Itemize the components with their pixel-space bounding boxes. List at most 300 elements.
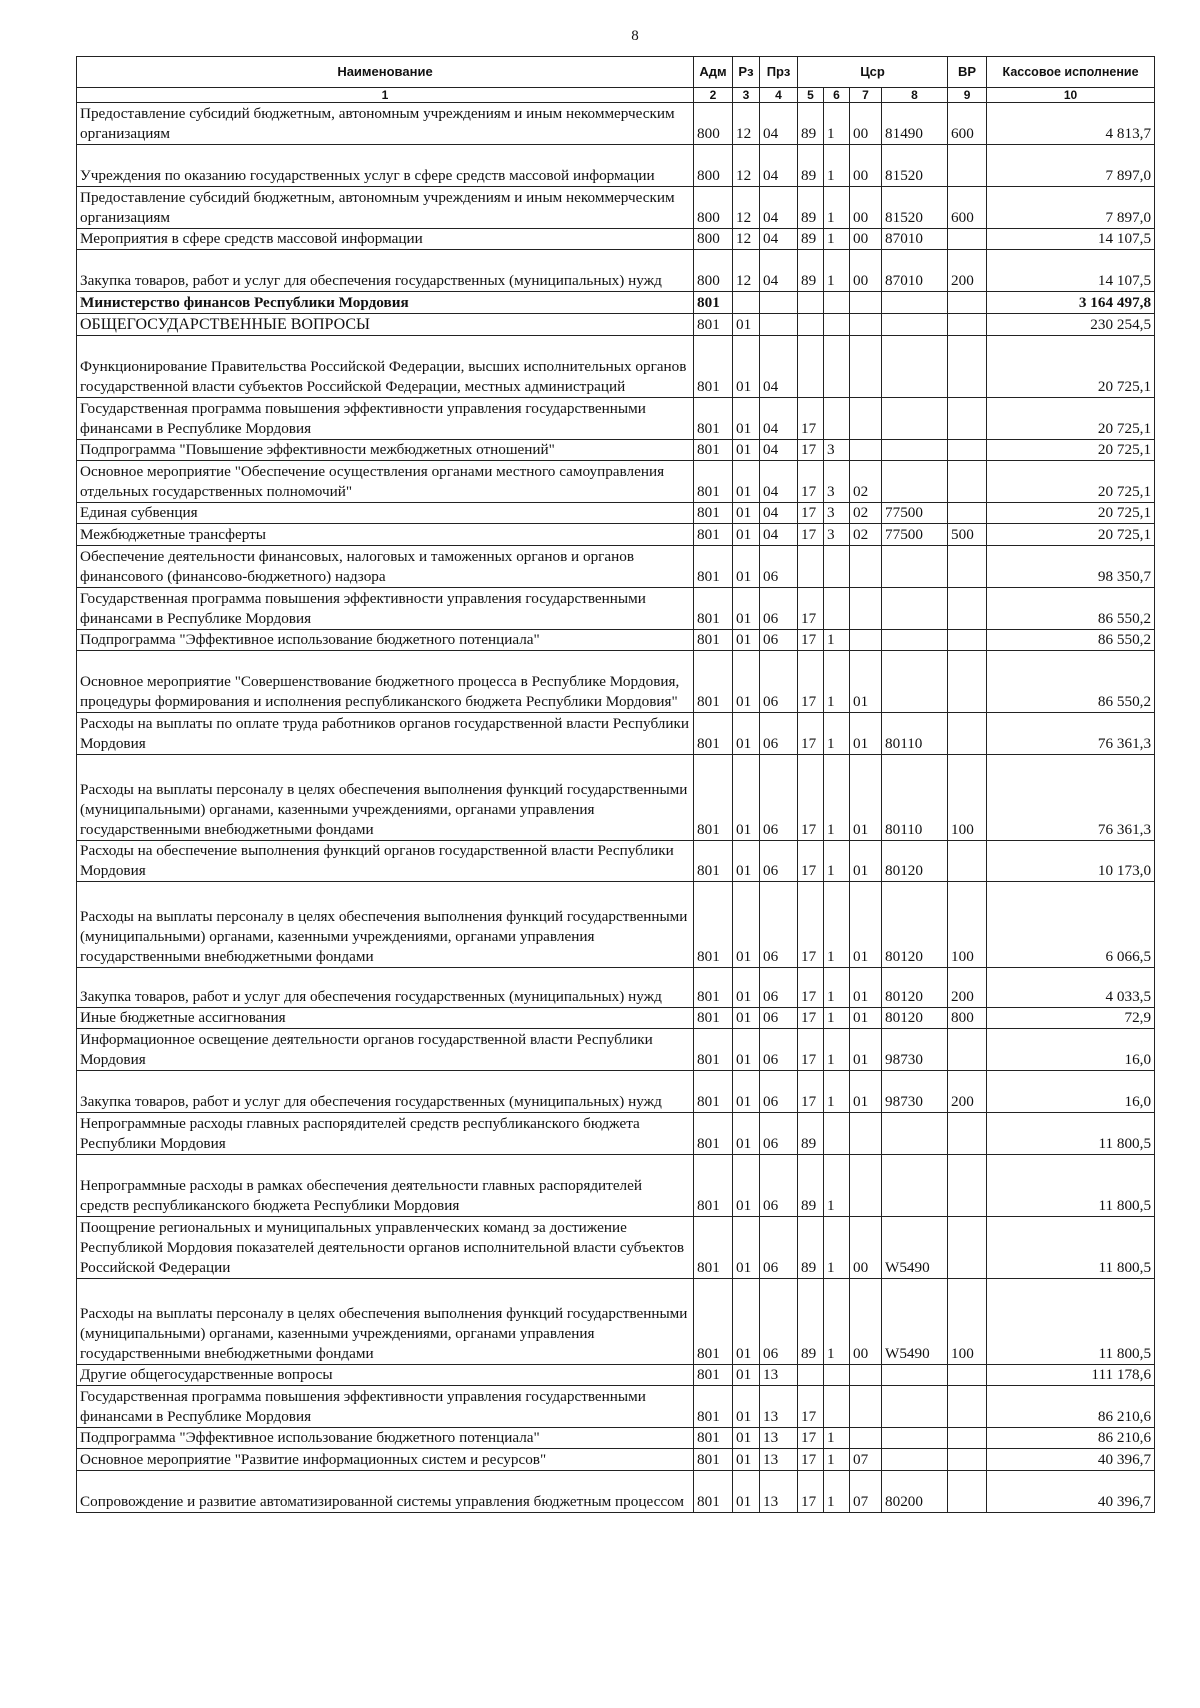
row-code-prz: 06: [760, 1113, 798, 1155]
row-code-c5: [798, 292, 824, 314]
row-code-rz: 01: [733, 968, 760, 1008]
row-amount: 11 800,5: [987, 1155, 1155, 1217]
row-code-prz: 04: [760, 145, 798, 187]
row-code-adm: 800: [694, 145, 733, 187]
row-code-c8: W5490: [882, 1279, 948, 1365]
row-code-c8: [882, 1428, 948, 1449]
row-code-adm: 801: [694, 1217, 733, 1279]
row-name: Иные бюджетные ассигнования: [77, 1008, 694, 1029]
row-code-c6: 1: [824, 1428, 850, 1449]
row-code-rz: 01: [733, 314, 760, 336]
row-amount: 11 800,5: [987, 1217, 1155, 1279]
row-code-prz: 06: [760, 713, 798, 755]
table-row: [77, 755, 1155, 841]
row-code-c8: [882, 1386, 948, 1428]
row-code-vr: [948, 1155, 987, 1217]
row-code-vr: [948, 1386, 987, 1428]
row-code-adm: 800: [694, 103, 733, 145]
row-code-c5: 89: [798, 1113, 824, 1155]
row-code-c7: 02: [850, 524, 882, 546]
column-number: 8: [882, 88, 948, 103]
row-code-c6: 1: [824, 1155, 850, 1217]
row-code-c6: 1: [824, 145, 850, 187]
row-code-adm: 801: [694, 1428, 733, 1449]
row-code-vr: [948, 314, 987, 336]
row-code-c8: [882, 630, 948, 651]
table-row: [77, 713, 1155, 755]
row-code-c7: 00: [850, 187, 882, 229]
row-code-c6: [824, 336, 850, 398]
row-code-vr: 800: [948, 1008, 987, 1029]
row-amount: 6 066,5: [987, 882, 1155, 968]
row-name: Функционирование Правительства Российской Федерации, высших исполнительных органов государственной власти субъектов Российской Федерации, местных администраций: [77, 336, 694, 398]
row-code-adm: 801: [694, 524, 733, 546]
row-code-prz: 06: [760, 546, 798, 588]
row-code-vr: [948, 1217, 987, 1279]
row-code-c6: [824, 292, 850, 314]
row-code-adm: 801: [694, 1029, 733, 1071]
row-code-rz: 01: [733, 336, 760, 398]
row-code-c7: [850, 440, 882, 461]
row-code-c8: 98730: [882, 1029, 948, 1071]
row-code-c6: [824, 398, 850, 440]
table-row: [77, 292, 1155, 314]
row-code-c5: 17: [798, 1386, 824, 1428]
row-code-prz: 13: [760, 1386, 798, 1428]
row-code-rz: [733, 292, 760, 314]
row-code-rz: 01: [733, 461, 760, 503]
row-code-c5: 17: [798, 461, 824, 503]
row-code-c6: 1: [824, 630, 850, 651]
row-code-rz: 01: [733, 1217, 760, 1279]
row-code-c6: 1: [824, 229, 850, 250]
table-row: [77, 398, 1155, 440]
row-code-prz: 04: [760, 103, 798, 145]
row-amount: 16,0: [987, 1071, 1155, 1113]
row-code-c5: 17: [798, 1449, 824, 1471]
row-code-c7: [850, 1386, 882, 1428]
row-name: Учреждения по оказанию государственных услуг в сфере средств массовой информации: [77, 145, 694, 187]
row-code-c8: 81490: [882, 103, 948, 145]
row-code-c8: [882, 292, 948, 314]
row-code-rz: 01: [733, 1008, 760, 1029]
row-code-c7: 01: [850, 1071, 882, 1113]
column-number: 1: [77, 88, 694, 103]
row-code-c5: [798, 546, 824, 588]
row-amount: 72,9: [987, 1008, 1155, 1029]
row-code-prz: 06: [760, 841, 798, 882]
row-code-prz: 13: [760, 1428, 798, 1449]
row-code-c5: 17: [798, 440, 824, 461]
row-amount: 20 725,1: [987, 461, 1155, 503]
row-code-c6: [824, 546, 850, 588]
row-code-vr: [948, 1029, 987, 1071]
column-number: 5: [798, 88, 824, 103]
row-code-c6: 3: [824, 440, 850, 461]
row-code-c8: [882, 440, 948, 461]
table-row: [77, 651, 1155, 713]
row-code-vr: [948, 651, 987, 713]
row-name: Информационное освещение деятельности органов государственной власти Республики Мордовия: [77, 1029, 694, 1071]
row-code-c5: 17: [798, 1471, 824, 1513]
row-code-c6: 1: [824, 1471, 850, 1513]
row-code-c7: 07: [850, 1471, 882, 1513]
row-name: Сопровождение и развитие автоматизированной системы управления бюджетным процессом: [77, 1471, 694, 1513]
row-code-c6: 1: [824, 1449, 850, 1471]
row-code-c7: 02: [850, 461, 882, 503]
row-name: Расходы на обеспечение выполнения функций органов государственной власти Республики Мордовия: [77, 841, 694, 882]
row-code-c5: 17: [798, 588, 824, 630]
row-code-c5: 89: [798, 1155, 824, 1217]
row-code-c7: 07: [850, 1449, 882, 1471]
row-code-c7: 01: [850, 841, 882, 882]
row-code-c7: [850, 292, 882, 314]
row-code-adm: 801: [694, 546, 733, 588]
row-code-prz: 06: [760, 1071, 798, 1113]
row-code-c5: 17: [798, 398, 824, 440]
row-code-c8: [882, 398, 948, 440]
row-code-c5: 17: [798, 841, 824, 882]
row-code-prz: 06: [760, 1008, 798, 1029]
header-amount: Кассовое исполнение: [987, 57, 1155, 88]
row-name: Закупка товаров, работ и услуг для обеспечения государственных (муниципальных) нужд: [77, 968, 694, 1008]
row-amount: 40 396,7: [987, 1471, 1155, 1513]
row-code-adm: 801: [694, 314, 733, 336]
row-code-prz: 06: [760, 630, 798, 651]
row-code-c7: 01: [850, 713, 882, 755]
row-code-adm: 801: [694, 440, 733, 461]
row-code-rz: 01: [733, 841, 760, 882]
header-vr: ВР: [948, 57, 987, 88]
row-code-vr: [948, 461, 987, 503]
row-code-c5: 17: [798, 651, 824, 713]
row-code-vr: [948, 1113, 987, 1155]
row-code-adm: 801: [694, 755, 733, 841]
row-code-vr: [948, 841, 987, 882]
row-code-rz: 12: [733, 145, 760, 187]
row-amount: 76 361,3: [987, 713, 1155, 755]
row-code-c6: 1: [824, 651, 850, 713]
page-number: 8: [631, 28, 639, 44]
row-code-c8: [882, 1155, 948, 1217]
row-code-c7: [850, 1428, 882, 1449]
row-code-c6: [824, 1386, 850, 1428]
row-code-c6: [824, 588, 850, 630]
row-code-c5: 89: [798, 103, 824, 145]
row-code-adm: 801: [694, 1071, 733, 1113]
row-code-c8: [882, 314, 948, 336]
row-code-rz: 01: [733, 398, 760, 440]
row-code-c8: [882, 461, 948, 503]
row-code-c7: 02: [850, 503, 882, 524]
row-name: Непрограммные расходы в рамках обеспечения деятельности главных распорядителей средств республиканского бюджета Республики Мордовия: [77, 1155, 694, 1217]
row-name: Закупка товаров, работ и услуг для обеспечения государственных (муниципальных) нужд: [77, 1071, 694, 1113]
row-code-prz: 04: [760, 440, 798, 461]
row-code-c6: 1: [824, 1279, 850, 1365]
row-code-c8: 80200: [882, 1471, 948, 1513]
row-code-vr: [948, 503, 987, 524]
row-code-vr: [948, 229, 987, 250]
table-row: [77, 145, 1155, 187]
row-code-vr: [948, 145, 987, 187]
row-name: Подпрограмма "Эффективное использование бюджетного потенциала": [77, 1428, 694, 1449]
row-code-c7: 00: [850, 250, 882, 292]
table-row: [77, 1008, 1155, 1029]
table-row: [77, 882, 1155, 968]
header-rz: Рз: [733, 57, 760, 88]
row-code-c8: 87010: [882, 250, 948, 292]
row-code-c5: 89: [798, 1279, 824, 1365]
table-row: [77, 1365, 1155, 1386]
row-code-adm: 801: [694, 1279, 733, 1365]
row-code-rz: 01: [733, 1449, 760, 1471]
row-code-vr: [948, 1428, 987, 1449]
row-code-rz: 01: [733, 1365, 760, 1386]
row-code-c7: 01: [850, 968, 882, 1008]
table-row: [77, 1113, 1155, 1155]
row-name: Обеспечение деятельности финансовых, налоговых и таможенных органов и органов финансового (финансово-бюджетного) надзора: [77, 546, 694, 588]
row-name: Основное мероприятие "Развитие информационных систем и ресурсов": [77, 1449, 694, 1471]
column-number: 2: [694, 88, 733, 103]
row-code-c8: 80120: [882, 882, 948, 968]
row-code-c7: [850, 630, 882, 651]
column-number: 7: [850, 88, 882, 103]
table-row: [77, 336, 1155, 398]
row-code-vr: [948, 440, 987, 461]
row-code-prz: 06: [760, 588, 798, 630]
row-code-c5: 17: [798, 1071, 824, 1113]
row-code-c6: 1: [824, 1008, 850, 1029]
table-row: [77, 461, 1155, 503]
row-name: Предоставление субсидий бюджетным, автономным учреждениям и иным некоммерческим организациям: [77, 187, 694, 229]
table-row: [77, 250, 1155, 292]
row-amount: 76 361,3: [987, 755, 1155, 841]
row-amount: 20 725,1: [987, 398, 1155, 440]
row-code-prz: 06: [760, 968, 798, 1008]
row-code-c6: 1: [824, 713, 850, 755]
table-row: [77, 968, 1155, 1008]
table-row: [77, 1428, 1155, 1449]
table-row: [77, 103, 1155, 145]
header-adm: Адм: [694, 57, 733, 88]
row-code-c6: 1: [824, 755, 850, 841]
row-code-c5: 89: [798, 187, 824, 229]
row-code-vr: [948, 713, 987, 755]
column-number: 4: [760, 88, 798, 103]
column-number: 6: [824, 88, 850, 103]
row-code-adm: 801: [694, 398, 733, 440]
table-row: [77, 1386, 1155, 1428]
row-code-c6: [824, 1365, 850, 1386]
row-code-c7: [850, 1155, 882, 1217]
row-code-adm: 801: [694, 841, 733, 882]
row-code-prz: 04: [760, 229, 798, 250]
row-code-adm: 801: [694, 461, 733, 503]
row-code-prz: [760, 314, 798, 336]
row-code-vr: 600: [948, 187, 987, 229]
row-code-adm: 801: [694, 882, 733, 968]
table-row: [77, 229, 1155, 250]
header-prz: Прз: [760, 57, 798, 88]
row-code-vr: [948, 292, 987, 314]
row-code-c6: 1: [824, 250, 850, 292]
row-code-c5: 17: [798, 882, 824, 968]
row-code-adm: 801: [694, 1113, 733, 1155]
row-code-rz: 12: [733, 187, 760, 229]
row-code-prz: 04: [760, 461, 798, 503]
table-row: [77, 1471, 1155, 1513]
row-code-c5: 17: [798, 503, 824, 524]
row-code-adm: 801: [694, 651, 733, 713]
row-code-prz: 06: [760, 1029, 798, 1071]
row-name: Непрограммные расходы главных распорядителей средств республиканского бюджета Республики Мордовия: [77, 1113, 694, 1155]
row-code-prz: 04: [760, 250, 798, 292]
row-code-adm: 801: [694, 630, 733, 651]
row-name: Предоставление субсидий бюджетным, автономным учреждениям и иным некоммерческим организациям: [77, 103, 694, 145]
row-code-c8: [882, 1365, 948, 1386]
row-code-rz: 12: [733, 103, 760, 145]
row-code-c7: 01: [850, 755, 882, 841]
row-code-rz: 01: [733, 651, 760, 713]
row-code-c6: [824, 1113, 850, 1155]
column-number: 9: [948, 88, 987, 103]
row-code-c5: 89: [798, 229, 824, 250]
row-code-c8: 98730: [882, 1071, 948, 1113]
column-number-row: [77, 88, 1155, 103]
table-row: [77, 187, 1155, 229]
row-code-c7: [850, 1365, 882, 1386]
row-code-c8: [882, 1449, 948, 1471]
row-code-prz: 13: [760, 1365, 798, 1386]
row-code-rz: 01: [733, 755, 760, 841]
row-code-prz: 04: [760, 336, 798, 398]
row-code-rz: 01: [733, 630, 760, 651]
row-code-adm: 801: [694, 1155, 733, 1217]
row-code-c7: [850, 398, 882, 440]
row-amount: 4 813,7: [987, 103, 1155, 145]
row-code-c5: 17: [798, 968, 824, 1008]
table-header-row: [77, 57, 1155, 88]
row-code-vr: [948, 546, 987, 588]
row-amount: 111 178,6: [987, 1365, 1155, 1386]
row-amount: 11 800,5: [987, 1113, 1155, 1155]
row-code-adm: 801: [694, 1365, 733, 1386]
table-row: [77, 1071, 1155, 1113]
row-code-rz: 01: [733, 1428, 760, 1449]
row-code-c6: 1: [824, 1217, 850, 1279]
row-amount: 20 725,1: [987, 336, 1155, 398]
row-code-c5: 17: [798, 524, 824, 546]
row-code-vr: [948, 1471, 987, 1513]
row-amount: 86 550,2: [987, 588, 1155, 630]
row-code-c5: 89: [798, 250, 824, 292]
row-name: ОБЩЕГОСУДАРСТВЕННЫЕ ВОПРОСЫ: [77, 314, 694, 336]
row-code-rz: 01: [733, 1471, 760, 1513]
row-code-c5: 89: [798, 1217, 824, 1279]
row-code-rz: 01: [733, 713, 760, 755]
row-name: Поощрение региональных и муниципальных управленческих команд за достижение Республикой Мордовия показателей деятельности органов исполнительной власти субъектов Российской Федерации: [77, 1217, 694, 1279]
row-name: Основное мероприятие "Обеспечение осуществления органами местного самоуправления отдельных государственных полномочий": [77, 461, 694, 503]
table-row: [77, 314, 1155, 336]
table-row: [77, 630, 1155, 651]
row-code-rz: 01: [733, 1155, 760, 1217]
row-code-rz: 01: [733, 546, 760, 588]
row-code-rz: 12: [733, 250, 760, 292]
row-code-c5: 17: [798, 1428, 824, 1449]
row-code-c8: 87010: [882, 229, 948, 250]
row-code-rz: 01: [733, 1113, 760, 1155]
row-code-prz: 04: [760, 187, 798, 229]
row-code-adm: 801: [694, 588, 733, 630]
row-code-c6: 1: [824, 882, 850, 968]
row-code-c7: [850, 588, 882, 630]
row-code-rz: 01: [733, 882, 760, 968]
row-code-c7: 00: [850, 145, 882, 187]
row-code-c5: [798, 336, 824, 398]
row-amount: 86 550,2: [987, 630, 1155, 651]
row-code-adm: 801: [694, 968, 733, 1008]
row-code-adm: 801: [694, 336, 733, 398]
row-code-c5: 17: [798, 630, 824, 651]
row-name: Расходы на выплаты персоналу в целях обеспечения выполнения функций государственными (муниципальными) органами, казенными учреждениями, органами управления государственными внебюджетными фондами: [77, 755, 694, 841]
row-code-c8: 80120: [882, 1008, 948, 1029]
row-code-c8: 81520: [882, 145, 948, 187]
row-code-c8: 80110: [882, 755, 948, 841]
row-code-c6: 1: [824, 1029, 850, 1071]
row-code-c5: 17: [798, 755, 824, 841]
row-amount: 16,0: [987, 1029, 1155, 1071]
row-name: Государственная программа повышения эффективности управления государственными финансами в Республике Мордовия: [77, 1386, 694, 1428]
row-code-c6: 3: [824, 503, 850, 524]
row-code-adm: 800: [694, 229, 733, 250]
row-code-rz: 01: [733, 1029, 760, 1071]
row-amount: 10 173,0: [987, 841, 1155, 882]
row-code-c5: 17: [798, 1029, 824, 1071]
row-code-c8: [882, 1113, 948, 1155]
row-code-c7: 00: [850, 1217, 882, 1279]
row-code-c6: [824, 314, 850, 336]
row-code-prz: 06: [760, 1279, 798, 1365]
row-code-vr: [948, 1449, 987, 1471]
row-code-c7: [850, 1113, 882, 1155]
row-amount: 14 107,5: [987, 250, 1155, 292]
row-name: Основное мероприятие "Совершенствование бюджетного процесса в Республике Мордовия, процедуры формирования и исполнения республиканского бюджета Республики Мордовия": [77, 651, 694, 713]
row-code-c7: 01: [850, 651, 882, 713]
row-code-c5: [798, 1365, 824, 1386]
row-code-c8: [882, 588, 948, 630]
row-amount: 20 725,1: [987, 524, 1155, 546]
row-name: Подпрограмма "Эффективное использование бюджетного потенциала": [77, 630, 694, 651]
row-code-prz: 06: [760, 1217, 798, 1279]
row-code-prz: 06: [760, 882, 798, 968]
row-code-c7: 00: [850, 1279, 882, 1365]
row-code-vr: 200: [948, 250, 987, 292]
row-code-adm: 801: [694, 1008, 733, 1029]
row-code-c7: 00: [850, 103, 882, 145]
row-code-adm: 800: [694, 250, 733, 292]
row-code-vr: [948, 336, 987, 398]
row-code-c7: 01: [850, 1029, 882, 1071]
row-code-rz: 01: [733, 440, 760, 461]
row-amount: 86 210,6: [987, 1386, 1155, 1428]
row-code-adm: 801: [694, 1386, 733, 1428]
row-code-c5: 89: [798, 145, 824, 187]
row-amount: 86 210,6: [987, 1428, 1155, 1449]
row-code-rz: 12: [733, 229, 760, 250]
row-code-vr: 100: [948, 882, 987, 968]
row-amount: 7 897,0: [987, 187, 1155, 229]
row-code-adm: 800: [694, 187, 733, 229]
